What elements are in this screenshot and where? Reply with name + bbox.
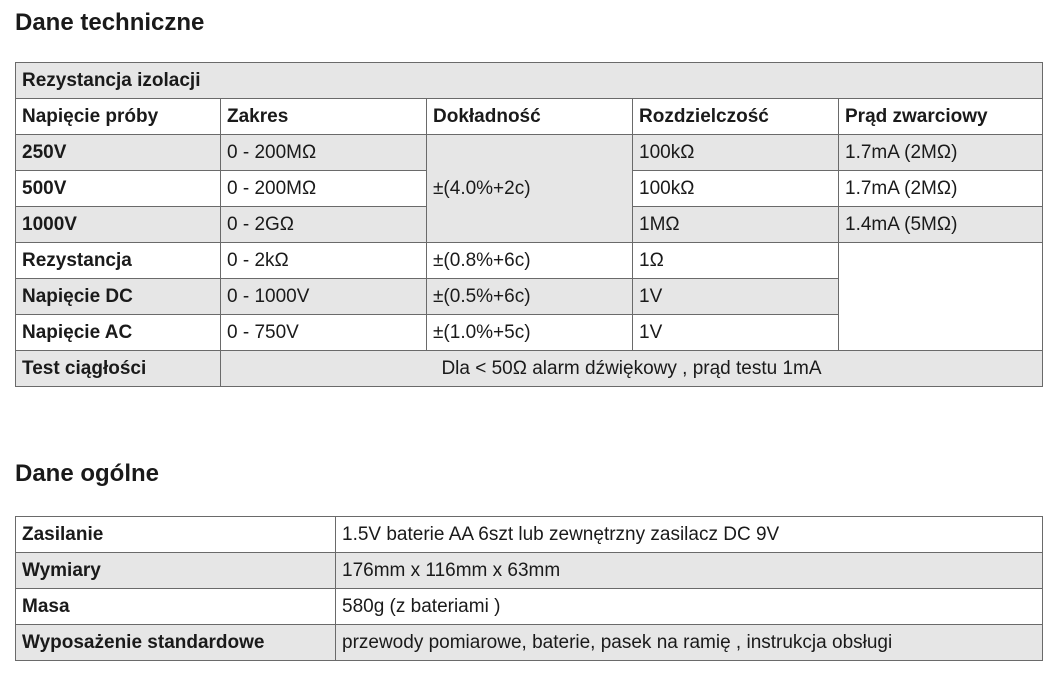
resolution-cell: 1Ω [633, 243, 839, 279]
row-value: 176mm x 116mm x 63mm [336, 553, 1043, 589]
section-title-general: Dane ogólne [15, 460, 160, 487]
header-accuracy: Dokładność [427, 99, 633, 135]
range-cell: 0 - 2GΩ [221, 207, 427, 243]
table-title-row [16, 63, 1043, 99]
row-label: Napięcie AC [16, 315, 221, 351]
resolution-cell: 1V [633, 315, 839, 351]
row-label: Napięcie DC [16, 279, 221, 315]
row-label: Masa [16, 589, 336, 625]
range-cell: 0 - 1000V [221, 279, 427, 315]
table-row [16, 589, 1043, 625]
table-row [16, 135, 1043, 171]
table-header-row [16, 99, 1043, 135]
range-cell: 0 - 200MΩ [221, 135, 427, 171]
resolution-cell: 100kΩ [633, 135, 839, 171]
row-value: przewody pomiarowe, baterie, pasek na ramię , instrukcja obsługi [336, 625, 1043, 661]
range-cell: 0 - 750V [221, 315, 427, 351]
insulation-resistance-title: Rezystancja izolacji [16, 63, 1043, 99]
insulation-accuracy-cell: ±(4.0%+2c) [427, 135, 633, 243]
row-label: Zasilanie [16, 517, 336, 553]
general-data-table [15, 516, 1043, 661]
row-label: Test ciągłości [16, 351, 221, 387]
current-cell: 1.7mA (2MΩ) [839, 135, 1043, 171]
row-value: 1.5V baterie AA 6szt lub zewnętrzny zasilacz DC 9V [336, 517, 1043, 553]
range-cell: 0 - 2kΩ [221, 243, 427, 279]
range-cell: 0 - 200MΩ [221, 171, 427, 207]
table-row [16, 625, 1043, 661]
row-label: 1000V [16, 207, 221, 243]
header-short-current: Prąd zwarciowy [839, 99, 1043, 135]
continuity-value: Dla < 50Ω alarm dźwiękowy , prąd testu 1mA [221, 351, 1043, 387]
row-label: 500V [16, 171, 221, 207]
row-value: 580g (z bateriami ) [336, 589, 1043, 625]
table-row [16, 517, 1043, 553]
technical-data-table [15, 62, 1043, 387]
current-cell: 1.7mA (2MΩ) [839, 171, 1043, 207]
section-title-technical: Dane techniczne [15, 9, 205, 36]
table-row [16, 243, 1043, 279]
empty-cell [839, 243, 1043, 351]
table-row [16, 553, 1043, 589]
header-resolution: Rozdzielczość [633, 99, 839, 135]
resolution-cell: 1V [633, 279, 839, 315]
header-range: Zakres [221, 99, 427, 135]
row-label: Wymiary [16, 553, 336, 589]
table-row [16, 351, 1043, 387]
resolution-cell: 100kΩ [633, 171, 839, 207]
accuracy-cell: ±(0.8%+6c) [427, 243, 633, 279]
accuracy-cell: ±(1.0%+5c) [427, 315, 633, 351]
header-test-voltage: Napięcie próby [16, 99, 221, 135]
row-label: 250V [16, 135, 221, 171]
resolution-cell: 1MΩ [633, 207, 839, 243]
current-cell: 1.4mA (5MΩ) [839, 207, 1043, 243]
accuracy-cell: ±(0.5%+6c) [427, 279, 633, 315]
row-label: Wyposażenie standardowe [16, 625, 336, 661]
row-label: Rezystancja [16, 243, 221, 279]
